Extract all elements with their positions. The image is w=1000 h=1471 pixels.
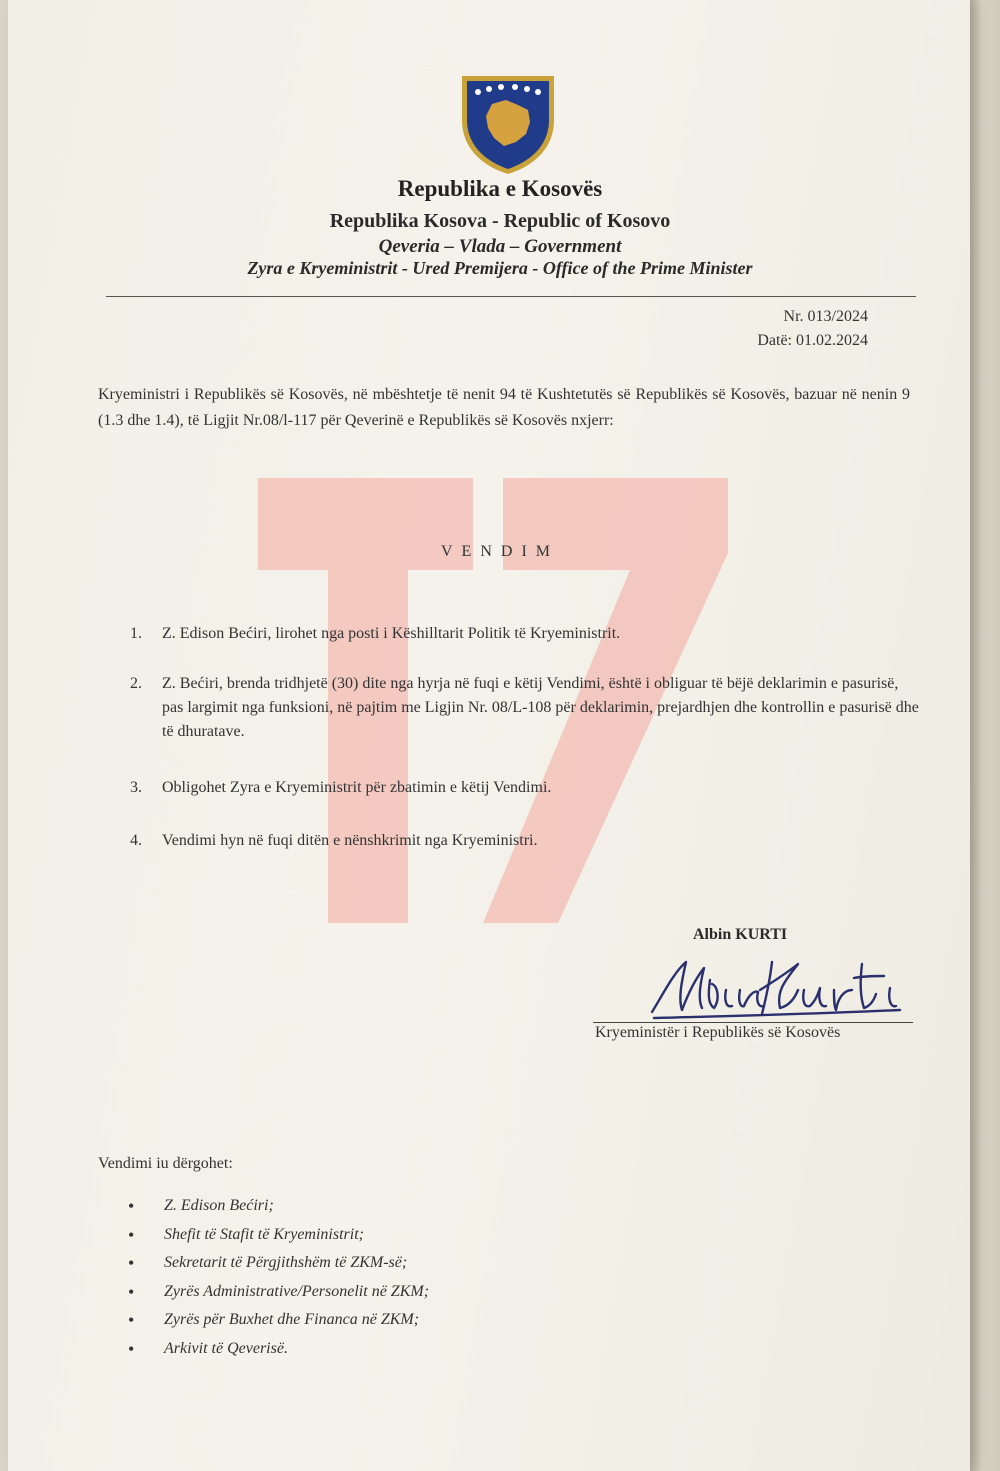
item-number: 3. (130, 779, 142, 796)
header-government: Qeveria – Vlada – Government (378, 236, 622, 257)
signature-line (593, 1022, 913, 1023)
distribution-list (124, 1192, 429, 1363)
list-item: • Arkivit të Qeverisë. (124, 1335, 429, 1364)
item-text: Z. Edison Bećiri, lirohet nga posti i Këshilltarit Politik të Kryeministrit. (162, 625, 621, 642)
item-text: Obligohet Zyra e Kryeministrit për zbatimin e këtij Vendimi. (162, 779, 552, 796)
document-page (8, 0, 970, 1471)
document-reference (757, 305, 868, 353)
decision-items (130, 622, 920, 879)
list-item: • Z. Edison Bećiri; (124, 1192, 429, 1221)
item-text: Z. Bećiri, brenda tridhjetë (30) dite nga hyrja në fuqi e këtij Vendimi, është i obliguar të bëjë deklarimin e pasurisë, pas largimit nga funksioni, në pajtim me Ligjin Nr. 08/L-108 për deklarimin, prejardhjen dhe kontrollin e pasurisë dhe të dhuratave. (162, 675, 919, 740)
kosovo-coat-of-arms-icon (456, 72, 560, 176)
intro-paragraph: Kryeministri i Republikës së Kosovës, në mbështetje të nenit 94 të Kushtetutës së Republikës së Kosovës, bazuar në nenin 9 (1.3 dhe 1.4), të Ligjit Nr.08/l-117 për Qeverinë e Republikës së Kosovës nxjerr: (98, 386, 910, 429)
decision-item (130, 622, 920, 646)
item-number: 2. (130, 675, 142, 692)
decision-title: VENDIM (441, 543, 559, 560)
header-republic-multilingual: Republika Kosova - Republic of Kosovo (329, 210, 671, 232)
header-divider (106, 296, 916, 297)
decision-item (130, 672, 920, 744)
document-date: Datë: 01.02.2024 (757, 332, 868, 349)
page-edge (970, 0, 1000, 1471)
decision-item (130, 829, 920, 853)
list-item: • Zyrës Administrative/Personelit në ZKM; (124, 1278, 429, 1307)
signatory-name: Albin KURTI (693, 926, 788, 943)
item-text: Vendimi hyn në fuqi ditën e nënshkrimit nga Kryeministri. (162, 832, 538, 849)
list-item: • Shefit të Stafit të Kryeministrit; (124, 1221, 429, 1250)
header-office-prime-minister: Zyra e Kryeministrit - Ured Premijera - Office of the Prime Minister (247, 258, 753, 278)
signatory-title: Kryeministër i Republikës së Kosovës (595, 1024, 841, 1041)
item-number: 1. (130, 625, 142, 642)
distribution-heading: Vendimi iu dërgohet: (98, 1155, 233, 1172)
document-number: Nr. 013/2024 (783, 308, 868, 325)
decision-item (130, 776, 920, 800)
item-number: 4. (130, 832, 142, 849)
handwritten-signature (648, 950, 908, 1025)
list-item: • Zyrës për Buxhet dhe Financa në ZKM; (124, 1306, 429, 1335)
list-item: • Sekretarit të Përgjithshëm të ZKM-së; (124, 1249, 429, 1278)
header-republic-albanian: Republika e Kosovës (397, 176, 603, 201)
